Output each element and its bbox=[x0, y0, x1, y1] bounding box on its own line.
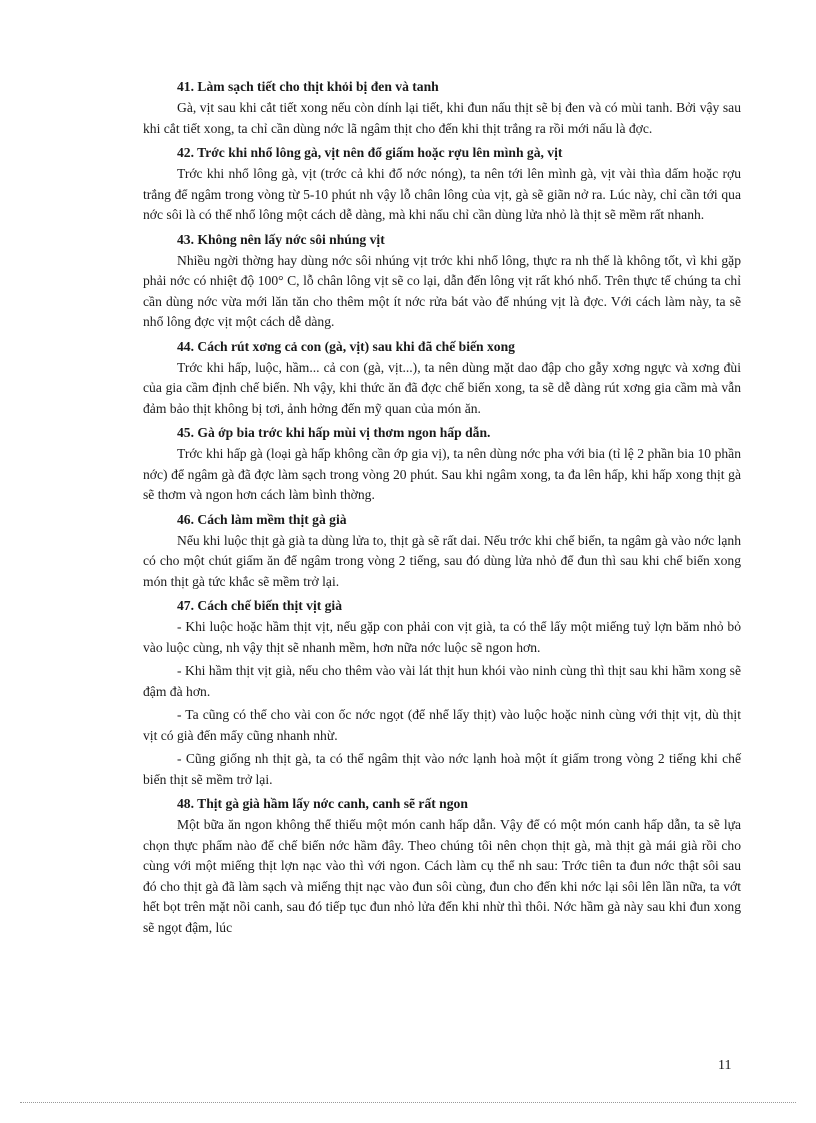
section bbox=[143, 229, 741, 333]
paragraph: - Khi luộc hoặc hầm thịt vịt, nếu gặp con phải con vịt già, ta có thể lấy một miếng tuỷ lợn băm nhỏ bỏ vào luộc cùng, nh vậy thịt sẽ nhanh mềm, hơn nữa nớc luộc sẽ ngon hơn. bbox=[143, 619, 741, 655]
paragraph: Trớc khi nhổ lông gà, vịt (trớc cả khi đổ nớc nóng), ta nên tới lên mình gà, vịt vài thìa dấm hoặc rợu trắng để ngâm trong vòng từ 5-10 phút nh vậy lỗ chân lông của vịt, gà sẽ giãn nở ra. Lúc này, chỉ cần tới qua nớc sôi là có thể nhổ lông một cách dễ dàng, mà khi nấu chỉ cần dùng lửa nhỏ là thịt sẽ mềm rất nhanh. bbox=[143, 166, 741, 222]
paragraph: Một bữa ăn ngon không thể thiếu một món canh hấp dẫn. Vậy để có một món canh hấp dẫn, ta sẽ lựa chọn thực phẩm nào để chế biến nớc hầm đây. Theo chúng tôi nên chọn thịt gà, mà thịt gà mái già rồi cho cùng với một miếng thịt lợn nạc vào thì với ngon. Cách làm cụ thể nh sau: Trớc tiên ta đun nớc thật sôi sau đó cho thịt gà đã làm sạch và miếng thịt nạc vào đun sôi cùng, đun cho đến khi nớc lại sôi lên lần nữa, ta vớt hết bọt trên mặt nồi canh, sau đó tiếp tục đun nhỏ lửa đến khi nhừ thì thôi. Nớc hầm gà này sau khi đun xong sẽ ngọt đậm, lúc bbox=[143, 817, 741, 935]
section-heading: 48. Thịt gà già hầm lấy nớc canh, canh sẽ rất ngon bbox=[177, 796, 468, 811]
section bbox=[143, 142, 741, 226]
paragraph: Nếu khi luộc thịt gà già ta dùng lửa to, thịt gà sẽ rất dai. Nếu trớc khi chế biến, ta ngâm gà vào nớc lạnh có cho một chút giấm ăn để ngâm trong vòng 2 tiếng, sau đó dùng lửa nhỏ để đun thì sau khi chế biến xong món thịt gà tức khắc sẽ mềm trở lại. bbox=[143, 532, 741, 589]
section-heading: 47. Cách chế biến thịt vịt già bbox=[177, 598, 343, 613]
paragraph: Trớc khi hấp, luộc, hầm... cả con (gà, vịt...), ta nên dùng mặt dao đập cho gẫy xơng ngực và xơng đùi của gia cầm định chế biến. Nh vậy, khi thức ăn đã đợc chế biến xong, ta sẽ dễ dàng rút xơng gia cầm mà vẫn đảm bảo thịt không bị tơi, ảnh hởng đến mỹ quan của món ăn. bbox=[143, 359, 741, 416]
bottom-divider bbox=[20, 1102, 796, 1103]
section bbox=[143, 509, 741, 593]
section-heading: 44. Cách rút xơng cả con (gà, vịt) sau khi đã chế biến xong bbox=[177, 338, 515, 354]
section-heading: 46. Cách làm mềm thịt gà già bbox=[177, 511, 347, 527]
section-heading: 41. Làm sạch tiết cho thịt khỏi bị đen và tanh bbox=[177, 79, 439, 94]
paragraph: - Cũng giống nh thịt gà, ta có thể ngâm thịt vào nớc lạnh hoà một ít giấm trong vòng 2 tiếng khi chế biến thịt sẽ mềm trở lại. bbox=[143, 751, 741, 787]
paragraph: Trớc khi hấp gà (loại gà hấp không cần ớp gia vị), ta nên dùng nớc pha với bia (tỉ lệ 2 phần bia 10 phần nớc) để ngâm gà đã đợc làm sạch trong vòng 20 phút. Sau khi ngâm xong, ta đa lên hấp, khi hấp xong thịt gà sẽ thơm và ngon hơn cách làm bình thờng. bbox=[143, 446, 741, 502]
section bbox=[143, 336, 741, 420]
paragraph: - Ta cũng có thể cho vài con ốc nớc ngọt (để nhể lấy thịt) vào luộc hoặc ninh cùng với thịt vịt, dù thịt vịt có già đến mấy cũng nhanh nhừ. bbox=[143, 707, 741, 743]
paragraph: Nhiều ngời thờng hay dùng nớc sôi nhúng vịt trớc khi nhổ lông, thực ra nh thế là không tốt, vì khi gặp phải nớc có nhiệt độ 100° C, lỗ chân lông vịt sẽ co lại, dẫn đến lông vịt rất khó nhổ. Trên thực tế chúng ta chỉ cần dùng nớc vừa mới lăn tăn cho thêm một ít nớc rửa bát vào để nhúng vịt là đợc. Với cách làm này, ta sẽ nhổ lông đợc vịt một cách dễ dàng. bbox=[143, 252, 741, 329]
section bbox=[143, 76, 741, 139]
section bbox=[143, 793, 741, 938]
section-heading: 45. Gà ớp bia trớc khi hấp mùi vị thơm ngon hấp dẫn. bbox=[177, 425, 491, 440]
section-heading: 43. Không nên lấy nớc sôi nhúng vịt bbox=[177, 231, 385, 247]
page-body bbox=[143, 76, 741, 941]
paragraph: Gà, vịt sau khi cắt tiết xong nếu còn dính lại tiết, khi đun nấu thịt sẽ bị đen và có mùi tanh. Bởi vậy sau khi cắt tiết xong, ta chỉ cần dùng nớc lã ngâm thịt cho đến khi thịt trắng ra rồi mới nấu là đợc. bbox=[143, 100, 741, 136]
page-number: 11 bbox=[718, 1058, 732, 1073]
paragraph: - Khi hầm thịt vịt già, nếu cho thêm vào vài lát thịt hun khói vào ninh cùng thì thịt sau khi hầm xong sẽ đậm đà hơn. bbox=[143, 663, 741, 699]
section bbox=[143, 595, 741, 790]
section-heading: 42. Trớc khi nhổ lông gà, vịt nên đổ giấm hoặc rợu lên mình gà, vịt bbox=[177, 145, 563, 160]
section bbox=[143, 422, 741, 506]
